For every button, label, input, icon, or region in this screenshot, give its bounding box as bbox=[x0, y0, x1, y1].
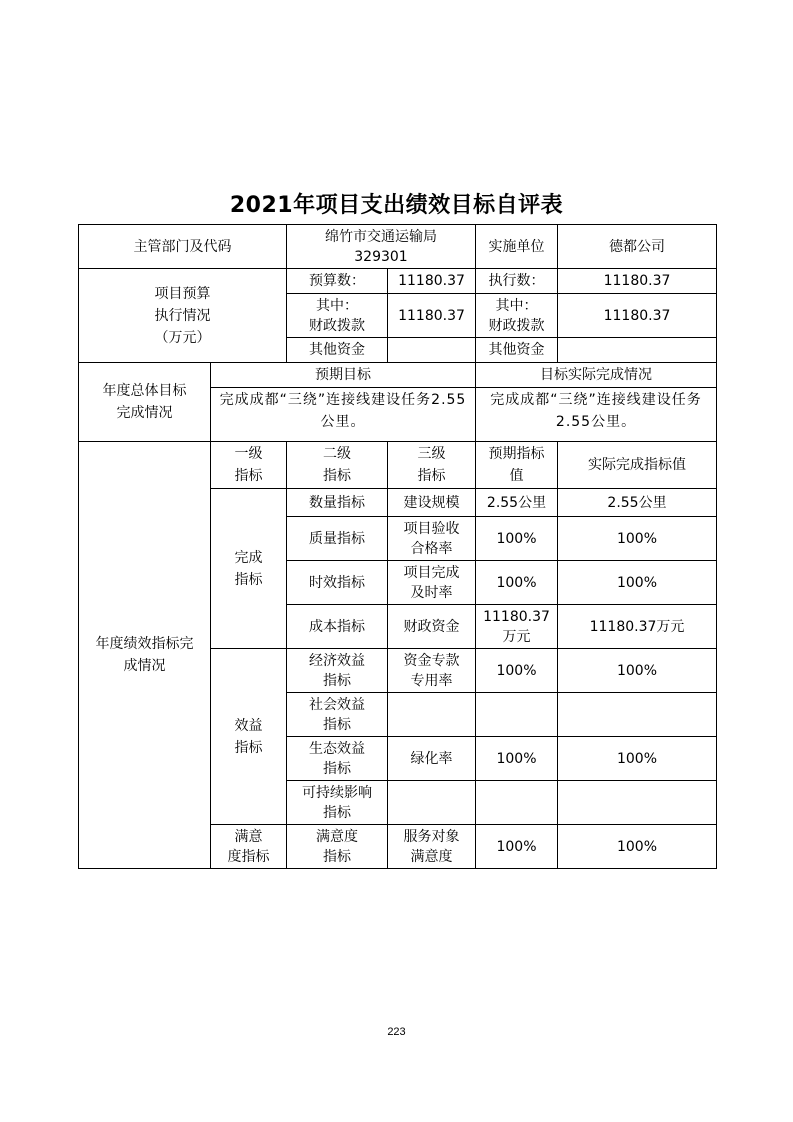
actual-goal-header: 目标实际完成情况 bbox=[476, 363, 717, 388]
expected-value-cell: 100% bbox=[476, 561, 558, 605]
expected-value-cell: 100% bbox=[476, 649, 558, 693]
level2-cell: 生态效益 指标 bbox=[287, 737, 388, 781]
level1-satisfaction: 满意 度指标 bbox=[211, 825, 287, 869]
budget-amount-label: 预算数： bbox=[287, 269, 388, 294]
level2-cell: 社会效益 指标 bbox=[287, 693, 388, 737]
page-title: 2021年项目支出绩效目标自评表 bbox=[229, 193, 564, 218]
level2-cell: 质量指标 bbox=[287, 517, 388, 561]
goals-label: 年度总体目标 完成情况 bbox=[79, 363, 211, 442]
dept-label: 主管部门及代码 bbox=[79, 225, 287, 269]
unit-label: 实施单位 bbox=[476, 225, 558, 269]
expected-value-header: 预期指标 值 bbox=[476, 442, 558, 489]
expected-value-cell bbox=[476, 693, 558, 737]
expected-value-cell: 11180.37 万元 bbox=[476, 605, 558, 649]
actual-value-header: 实际完成指标值 bbox=[558, 442, 717, 489]
other-exec-value bbox=[558, 338, 717, 363]
level1-benefit: 效益 指标 bbox=[211, 649, 287, 825]
level2-cell: 经济效益 指标 bbox=[287, 649, 388, 693]
self-evaluation-table bbox=[78, 224, 717, 869]
level3-cell: 建设规模 bbox=[388, 489, 476, 517]
level2-cell: 成本指标 bbox=[287, 605, 388, 649]
fin-budget-label: 其中： 财政拨款 bbox=[287, 294, 388, 338]
expected-value-cell: 100% bbox=[476, 517, 558, 561]
expected-value-cell bbox=[476, 781, 558, 825]
actual-value-cell: 100% bbox=[558, 649, 717, 693]
unit-value: 德都公司 bbox=[558, 225, 717, 269]
expected-goal-text: 完成成都“三绕”连接线建设任务2.55公里。 bbox=[211, 388, 476, 442]
level3-cell: 服务对象 满意度 bbox=[388, 825, 476, 869]
other-budget-label: 其他资金 bbox=[287, 338, 388, 363]
actual-value-cell: 11180.37万元 bbox=[558, 605, 717, 649]
budget-amount-value: 11180.37 bbox=[388, 269, 476, 294]
expected-value-cell: 100% bbox=[476, 825, 558, 869]
level3-cell bbox=[388, 693, 476, 737]
fin-budget-value: 11180.37 bbox=[388, 294, 476, 338]
indicators-section-label: 年度绩效指标完 成情况 bbox=[79, 442, 211, 869]
dept-value: 绵竹市交通运输局 329301 bbox=[287, 225, 476, 269]
actual-value-cell: 100% bbox=[558, 561, 717, 605]
actual-value-cell: 100% bbox=[558, 737, 717, 781]
actual-goal-text: 完成成都“三绕”连接线建设任务2.55公里。 bbox=[476, 388, 717, 442]
expected-value-cell: 100% bbox=[476, 737, 558, 781]
level3-cell: 财政资金 bbox=[388, 605, 476, 649]
level2-cell: 时效指标 bbox=[287, 561, 388, 605]
actual-value-cell: 100% bbox=[558, 517, 717, 561]
other-budget-value bbox=[388, 338, 476, 363]
page-number: 223 bbox=[387, 1026, 406, 1038]
expected-value-cell: 2.55公里 bbox=[476, 489, 558, 517]
actual-value-cell: 2.55公里 bbox=[558, 489, 717, 517]
exec-amount-value: 11180.37 bbox=[558, 269, 717, 294]
budget-label: 项目预算 执行情况 （万元） bbox=[79, 269, 287, 363]
fin-exec-label: 其中： 财政拨款 bbox=[476, 294, 558, 338]
level2-header: 二级 指标 bbox=[287, 442, 388, 489]
table-row bbox=[79, 363, 717, 388]
exec-amount-label: 执行数： bbox=[476, 269, 558, 294]
level3-cell bbox=[388, 781, 476, 825]
level2-cell: 数量指标 bbox=[287, 489, 388, 517]
expected-goal-header: 预期目标 bbox=[211, 363, 476, 388]
level3-cell: 项目完成 及时率 bbox=[388, 561, 476, 605]
level1-completion: 完成 指标 bbox=[211, 489, 287, 649]
other-exec-label: 其他资金 bbox=[476, 338, 558, 363]
table-row bbox=[79, 225, 717, 269]
level2-cell: 可持续影响 指标 bbox=[287, 781, 388, 825]
table-row bbox=[79, 269, 717, 294]
actual-value-cell bbox=[558, 781, 717, 825]
fin-exec-value: 11180.37 bbox=[558, 294, 717, 338]
level3-header: 三级 指标 bbox=[388, 442, 476, 489]
table-row bbox=[79, 442, 717, 489]
level3-cell: 项目验收 合格率 bbox=[388, 517, 476, 561]
level3-cell: 资金专款 专用率 bbox=[388, 649, 476, 693]
actual-value-cell bbox=[558, 693, 717, 737]
level2-cell: 满意度 指标 bbox=[287, 825, 388, 869]
actual-value-cell: 100% bbox=[558, 825, 717, 869]
level3-cell: 绿化率 bbox=[388, 737, 476, 781]
level1-header: 一级 指标 bbox=[211, 442, 287, 489]
